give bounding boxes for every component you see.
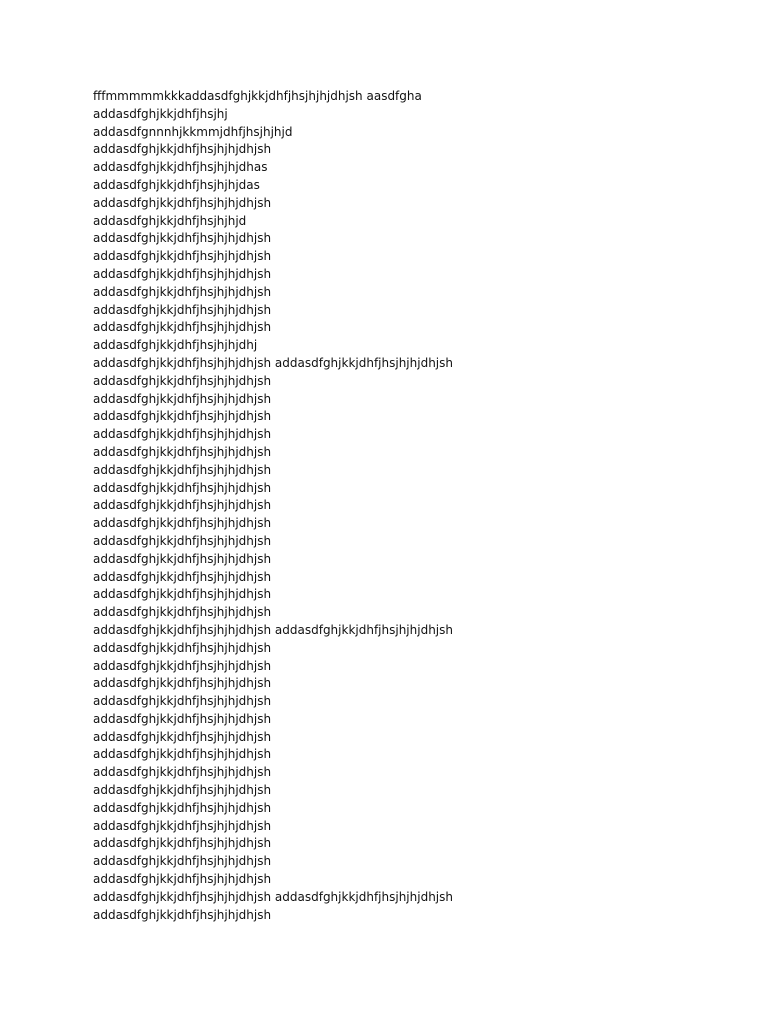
document-text-block	[93, 88, 693, 924]
text-line: addasdfghjkkjdhfjhsjhjhjdhjsh addasdfghjkkjdhfjhsjhjhjdhjsh	[93, 355, 453, 370]
text-line: addasdfgnnnhjkkmmjdhfjhsjhjhjd	[93, 124, 293, 139]
text-line: addasdfghjkkjdhfjhsjhjhjdhjsh	[93, 640, 272, 655]
text-line: addasdfghjkkjdhfjhsjhjhjdhjsh	[93, 391, 272, 406]
text-line: addasdfghjkkjdhfjhsjhjhjdhjsh	[93, 676, 272, 691]
text-line: addasdfghjkkjdhfjhsjhjhjdhjsh	[93, 409, 272, 424]
text-line: addasdfghjkkjdhfjhsjhjhjdhjsh	[93, 498, 272, 513]
text-line: addasdfghjkkjdhfjhsjhjhjdhjsh	[93, 249, 272, 264]
text-line: addasdfghjkkjdhfjhsjhjhjdhjsh	[93, 729, 272, 744]
text-line: addasdfghjkkjdhfjhsjhjhjdhjsh	[93, 551, 272, 566]
text-line: addasdfghjkkjdhfjhsjhjhjdhjsh	[93, 836, 272, 851]
text-line: addasdfghjkkjdhfjhsjhjhjdhjsh	[93, 800, 272, 815]
text-line: addasdfghjkkjdhfjhsjhjhjdhjsh	[93, 320, 272, 335]
text-line: addasdfghjkkjdhfjhsjhjhjdas	[93, 177, 260, 192]
text-line: addasdfghjkkjdhfjhsjhjhjdhjsh	[93, 747, 272, 762]
text-line: addasdfghjkkjdhfjhsjhjhjdhjsh	[93, 765, 272, 780]
text-line: addasdfghjkkjdhfjhsjhjhjdhjsh	[93, 907, 272, 922]
text-line: addasdfghjkkjdhfjhsjhjhjd	[93, 213, 247, 228]
text-line: addasdfghjkkjdhfjhsjhjhjdhjsh	[93, 516, 272, 531]
text-line: addasdfghjkkjdhfjhsjhjhjdhjsh	[93, 694, 272, 709]
text-line: addasdfghjkkjdhfjhsjhjhjdhjsh	[93, 444, 272, 459]
text-line: addasdfghjkkjdhfjhsjhjhjdhjsh	[93, 872, 272, 887]
text-line: addasdfghjkkjdhfjhsjhjhjdhjsh	[93, 854, 272, 869]
text-line: addasdfghjkkjdhfjhsjhjhjdhjsh	[93, 818, 272, 833]
text-line: addasdfghjkkjdhfjhsjhjhjdhjsh	[93, 142, 272, 157]
text-line: fffmmmmmkkkaddasdfghjkkjdhfjhsjhjhjdhjsh aasdfgha	[93, 89, 422, 103]
text-line: addasdfghjkkjdhfjhsjhjhjdhjsh	[93, 569, 272, 584]
text-line: addasdfghjkkjdhfjhsjhjhjdhjsh	[93, 605, 272, 620]
text-line: addasdfghjkkjdhfjhsjhjhjdhjsh addasdfghjkkjdhfjhsjhjhjdhjsh	[93, 889, 453, 904]
text-line: addasdfghjkkjdhfjhsjhjhjdhjsh	[93, 587, 272, 602]
text-line: addasdfghjkkjdhfjhsjhjhjdhjsh	[93, 231, 272, 246]
text-line: addasdfghjkkjdhfjhsjhjhjdhjsh	[93, 658, 272, 673]
text-line: addasdfghjkkjdhfjhsjhjhjdhjsh	[93, 783, 272, 798]
text-line: addasdfghjkkjdhfjhsjhjhjdhjsh	[93, 302, 272, 317]
text-line: addasdfghjkkjdhfjhsjhjhjdhjsh	[93, 533, 272, 548]
text-line: addasdfghjkkjdhfjhsjhjhjdhjsh	[93, 266, 272, 281]
text-line: addasdfghjkkjdhfjhsjhj	[93, 106, 228, 121]
text-line: addasdfghjkkjdhfjhsjhjhjdhjsh	[93, 480, 272, 495]
text-line: addasdfghjkkjdhfjhsjhjhjdhjsh	[93, 284, 272, 299]
text-line: addasdfghjkkjdhfjhsjhjhjdhjsh	[93, 373, 272, 388]
text-line: addasdfghjkkjdhfjhsjhjhjdhjsh	[93, 462, 272, 477]
text-line: addasdfghjkkjdhfjhsjhjhjdhjsh	[93, 427, 272, 442]
text-line: addasdfghjkkjdhfjhsjhjhjdhjsh	[93, 195, 272, 210]
text-line: addasdfghjkkjdhfjhsjhjhjdhas	[93, 160, 268, 175]
text-line: addasdfghjkkjdhfjhsjhjhjdhjsh	[93, 711, 272, 726]
text-line: addasdfghjkkjdhfjhsjhjhjdhj	[93, 338, 258, 353]
text-line: addasdfghjkkjdhfjhsjhjhjdhjsh addasdfghjkkjdhfjhsjhjhjdhjsh	[93, 622, 453, 637]
